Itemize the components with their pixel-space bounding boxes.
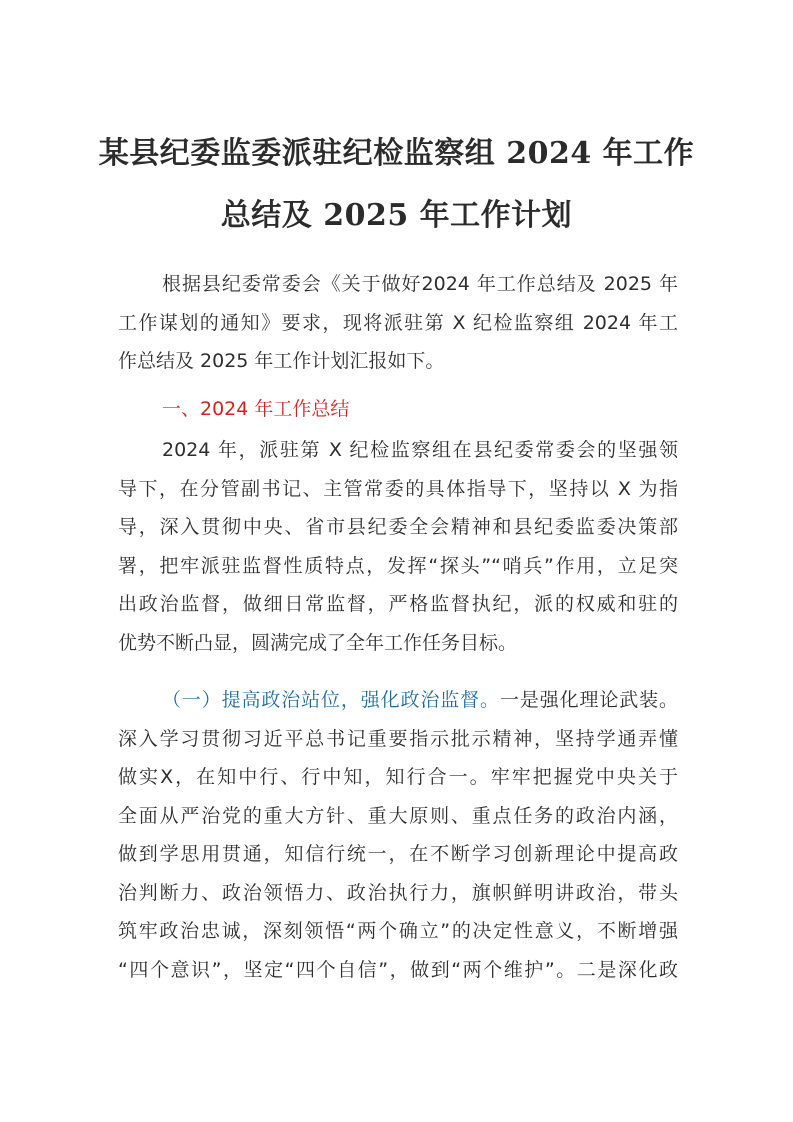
section1-line: 署，把牢派驻监督性质特点，发挥“探头”“哨兵”作用，立足突 (118, 554, 678, 577)
section-heading: 一、2024 年工作总结 (162, 398, 350, 420)
subsection-heading: （一）提高政治站位，强化政治监督。 (162, 689, 500, 711)
intro-line: 工作谋划的通知》要求，现将派驻第 X 纪检监察组 2024 年工 (118, 311, 678, 334)
document-title-line-2: 总结及 2025 年工作计划 (220, 198, 573, 233)
subsection1-line: 深入学习贯彻习近平总书记重要指示批示精神，坚持学通弄懂 (118, 727, 678, 750)
intro-line: 作总结及 2025 年工作计划汇报如下。 (118, 350, 445, 372)
subsection1-line: 做实X，在知中行、行中知，知行合一。牢牢把握党中央关于 (118, 766, 678, 788)
subsection1-first-tail: 一是强化理论武装。 (499, 689, 678, 711)
section1-paragraph (118, 431, 678, 662)
subsection1-first-line (118, 681, 678, 720)
intro-paragraph (118, 265, 678, 381)
intro-line: 根据县纪委常委会《关于做好2024 年工作总结及 2025 年 (162, 273, 678, 295)
document-title-line-1: 某县纪委监委派驻纪检监察组 2024 年工作 (98, 136, 695, 171)
subsection1-line: 筑牢政治忠诚，深刻领悟“两个确立”的决定性意义，不断增强 (118, 920, 678, 942)
section1-line: 出政治监督，做细日常监督，严格监督执纪，派的权威和驻的 (118, 593, 678, 615)
section1-line: 2024 年，派驻第 X 纪检监察组在县纪委常委会的坚强领 (162, 439, 678, 461)
section1-line: 导，深入贯彻中央、省市县纪委全会精神和县纪委监委决策部 (118, 516, 678, 538)
subsection1-line: 治判断力、政治领悟力、政治执行力，旗帜鲜明讲政治，带头 (118, 881, 678, 904)
subsection1-paragraph (118, 681, 678, 989)
subsection1-line: 全面从严治党的重大方针、重大原则、重点任务的政治内涵， (118, 804, 678, 827)
subsection1-line: “四个意识”，坚定“四个自信”，做到“两个维护”。二是深化政 (118, 958, 678, 981)
section1-line: 优势不断凸显，圆满完成了全年工作任务目标。 (118, 631, 518, 654)
subsection1-line: 做到学思用贯通，知信行统一，在不断学习创新理论中提高政 (118, 843, 678, 865)
section1-line: 导下，在分管副书记、主管常委的具体指导下，坚持以 X 为指 (118, 477, 678, 500)
